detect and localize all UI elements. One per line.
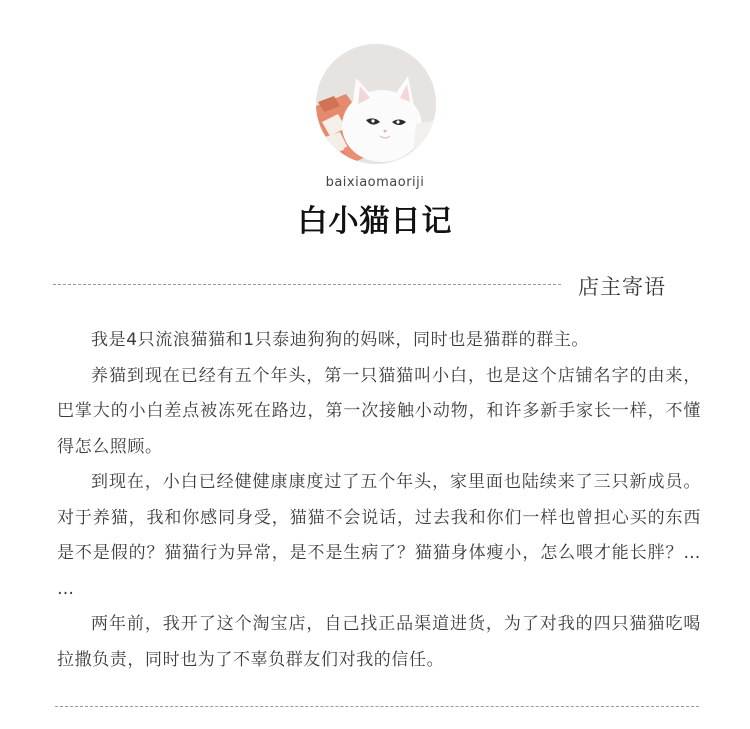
section-title: 店主寄语 — [578, 275, 666, 299]
brand-logo-text: 白小猫日记 — [297, 204, 453, 239]
paragraph: 两年前，我开了这个淘宝店，自己找正品渠道进货，为了对我的四只猫猫吃喝拉撒负责，同时也为了不辜负群友们对我的信任。 — [57, 614, 701, 670]
article-body — [57, 323, 701, 678]
avatar — [316, 44, 436, 164]
section-divider-top — [53, 284, 561, 285]
paragraph: 到现在，小白已经健健康康度过了五个年头，家里面也陆续来了三只新成员。对于养猫，我和你感同身受，猫猫不会说话，过去我和你们一样也曾担心买的东西是不是假的？猫猫行为异常，是不是生病了？猫猫身体瘦小，怎么喂才能长胖？… … — [57, 472, 701, 599]
username: baixiaomaoriji — [325, 175, 425, 190]
section-divider-bottom — [55, 706, 699, 707]
white-kitten-photo-icon — [316, 44, 436, 164]
paragraph: 我是4只流浪猫猫和1只泰迪狗狗的妈咪，同时也是猫群的群主。 — [91, 330, 590, 350]
paragraph: 养猫到现在已经有五个年头，第一只猫猫叫小白，也是这个店铺名字的由来，巴掌大的小白差点被冻死在路边，第一次接触小动物，和许多新手家长一样，不懂得怎么照顾。 — [57, 365, 701, 457]
